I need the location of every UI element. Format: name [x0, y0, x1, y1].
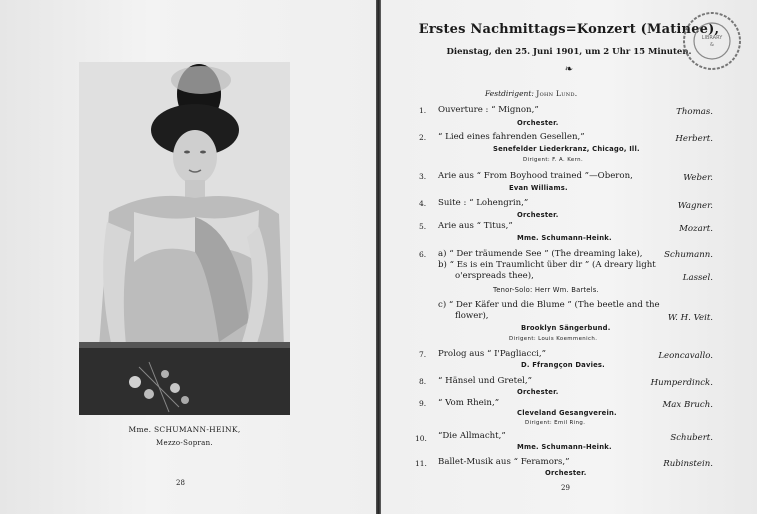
- program-title: “Die Allmacht,”: [438, 431, 506, 441]
- program-conductor: Dirigent: Louis Koemmenich.: [509, 336, 598, 342]
- item-number: 4.: [419, 199, 427, 208]
- program-composer: Schubert.: [670, 433, 713, 443]
- festdirigent-label: Festdirigent:: [485, 89, 534, 98]
- item-number: 8.: [419, 377, 427, 386]
- program-sub-a: a) “ Der träumende See ” (The dreaming lake),: [438, 249, 643, 259]
- concert-title: Erstes Nachmittags=Konzert (Matinee),: [418, 22, 720, 37]
- program-performer: Mme. Schumann-Heink.: [517, 443, 612, 451]
- program-performer: Orchester.: [517, 388, 559, 396]
- program-title: Arie aus “ From Boyhood trained ”—Oberon,: [438, 171, 633, 181]
- program-title: “ Hänsel und Gretel,”: [438, 376, 533, 386]
- program-sub-c-line1: c) “ Der Käfer und die Blume ” (The beetle and the: [438, 300, 660, 310]
- caption-role: Mezzo-Sopran.: [156, 439, 213, 447]
- program-composer: Thomas.: [676, 107, 713, 117]
- program-title: Prolog aus “ I'Pagliacci,”: [438, 349, 547, 359]
- svg-text:LIBRARY: LIBRARY: [701, 35, 723, 41]
- program-composer: Weber.: [683, 173, 713, 183]
- program-performer: D. Ffrangçon Davies.: [521, 361, 605, 369]
- item-number: 6.: [419, 250, 427, 259]
- festdirigent: [485, 88, 577, 99]
- item-number: 7.: [419, 350, 427, 359]
- program-performer: Brooklyn Sängerbund.: [521, 324, 611, 332]
- program-title: “ Lied eines fahrenden Gesellen,”: [438, 132, 585, 142]
- program-sub-b-line2: o'erspreads thee),: [455, 271, 534, 281]
- festdirigent-name: John Lund.: [536, 89, 578, 98]
- item-number: 3.: [419, 172, 427, 181]
- item-number: 10.: [415, 434, 427, 443]
- program-sub-b-line1: b) “ Es is ein Traumlicht über dir ” (A dreary light: [438, 260, 656, 270]
- page-number-left: 28: [176, 479, 185, 487]
- left-page: [0, 0, 376, 514]
- program-title: Ouverture : “ Mignon,”: [438, 105, 539, 115]
- program-performer: Tenor-Solo: Herr Wm. Bartels.: [493, 286, 599, 294]
- item-number: 9.: [419, 399, 427, 408]
- program-composer: Schumann.: [664, 250, 713, 260]
- right-page: [381, 0, 757, 514]
- program-title: Suite : “ Lohengrin,”: [438, 198, 529, 208]
- ornament: ❧: [564, 64, 574, 75]
- item-number: 5.: [419, 222, 427, 231]
- program-conductor: Dirigent: F. A. Kern.: [523, 157, 584, 163]
- caption-name: Mme. SCHUMANN-HEINK,: [128, 425, 241, 434]
- page-number-right: 29: [561, 484, 570, 492]
- program-composer: Rubinstein.: [663, 459, 713, 469]
- program-composer: Lassel.: [682, 273, 713, 283]
- item-number: 11.: [415, 459, 427, 468]
- program-composer: Mozart.: [679, 224, 713, 234]
- program-composer: Humperdinck.: [650, 378, 713, 388]
- library-stamp: [681, 10, 743, 72]
- program-conductor: Dirigent: Emil Ring.: [525, 420, 586, 426]
- item-number: 1.: [419, 106, 427, 115]
- program-composer: Leoncavallo.: [658, 351, 713, 361]
- program-performer: Evan Williams.: [509, 184, 568, 192]
- program-sub-c-line2: flower),: [455, 311, 489, 321]
- program-composer: Wagner.: [677, 201, 713, 211]
- program-performer: Orchester.: [545, 469, 587, 477]
- program-performer: Mme. Schumann-Heink.: [517, 234, 612, 242]
- concert-date: Dienstag, den 25. Juni 1901, um 2 Uhr 15 Minuten.: [446, 47, 692, 57]
- program-performer: Orchester.: [517, 211, 559, 219]
- program-composer: Max Bruch.: [662, 400, 713, 410]
- program-performer: Cleveland Gesangverein.: [517, 409, 617, 417]
- program-title: “ Vom Rhein,”: [438, 398, 500, 408]
- program-title: Arie aus “ Titus,”: [438, 221, 513, 231]
- program-composer: W. H. Veit.: [667, 313, 713, 323]
- item-number: 2.: [419, 133, 427, 142]
- program-performer: Orchester.: [517, 119, 559, 127]
- program-composer: Herbert.: [675, 134, 713, 144]
- program-performer: Senefelder Liederkranz, Chicago, Ill.: [493, 145, 640, 153]
- program-title: Ballet-Musik aus “ Feramors,”: [438, 457, 570, 467]
- portrait-photo: [79, 62, 290, 415]
- svg-text:&: &: [710, 42, 714, 48]
